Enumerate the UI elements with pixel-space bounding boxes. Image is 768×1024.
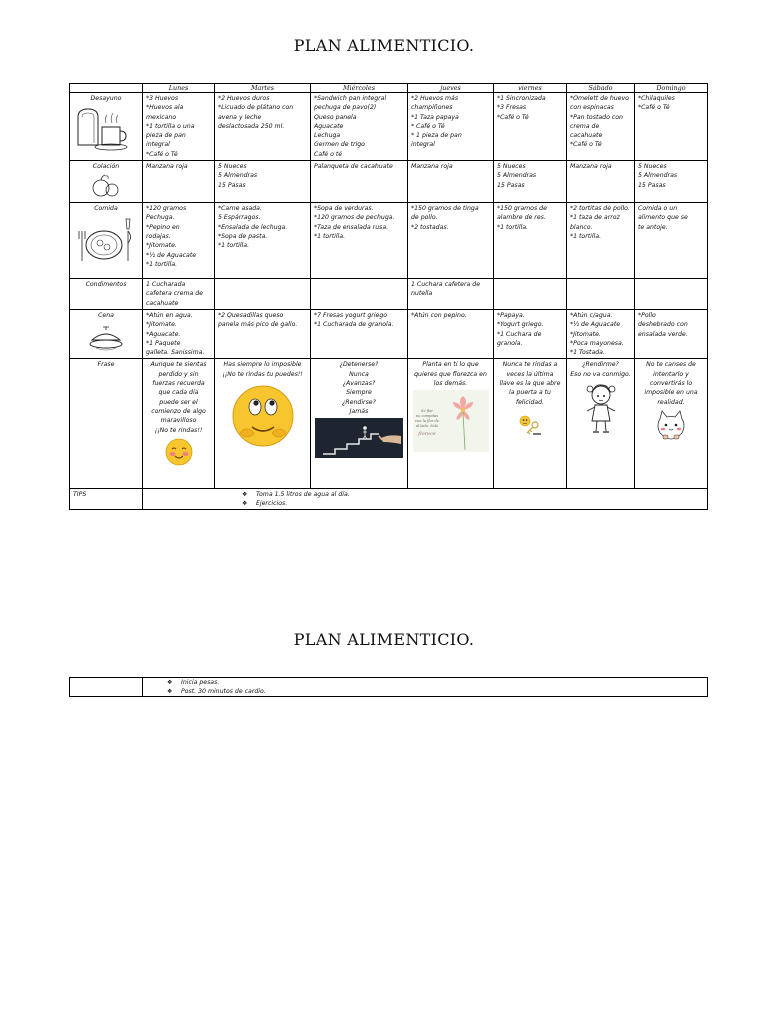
cell-text-line: *Atún c/agua. xyxy=(570,311,613,319)
cell-text-line: *1 Tostada. xyxy=(570,349,605,357)
cell-text-line: Planta en ti lo que xyxy=(422,361,479,369)
cell-text-line: Aunque te sientas xyxy=(150,361,207,369)
tips-item-text: Post. 30 minutos de cardio. xyxy=(181,688,266,695)
tips-item-text: Toma 1.5 litros de agua al día. xyxy=(256,491,350,499)
tips-item-text: Ejercicios. xyxy=(256,500,288,508)
stairs-motivation-image xyxy=(315,418,403,458)
cell-text-line: *Café o Té xyxy=(497,113,529,121)
cell-text-line: 5 Nueces xyxy=(638,163,667,171)
cell-text-line: Siempre xyxy=(346,389,372,397)
cell-text-line: ¿Rendirse? xyxy=(342,398,376,406)
cell-text-line: *Atún con pepino. xyxy=(411,311,467,319)
cell-text-line: 15 Pasas xyxy=(497,181,525,189)
cell-text-line: *120 gramos xyxy=(146,205,187,213)
cell-text-line: * Café o Té xyxy=(411,122,445,130)
cell-desayuno-lunes xyxy=(143,93,215,161)
cell-text-line: ¡¡No te rindas!! xyxy=(154,426,203,434)
cell-text-line: *Atún en agua. xyxy=(146,311,193,319)
cell-text-line: blanco. xyxy=(570,223,593,231)
tips-bottom-list xyxy=(143,678,707,696)
cell-text-line: Lechuga xyxy=(314,132,341,140)
cell-condimentos-viernes xyxy=(494,279,567,310)
cell-text-line: Palanqueta de cacahuate xyxy=(314,163,393,171)
tips-item xyxy=(242,490,704,499)
cell-text-line: llave es la que abre xyxy=(499,380,561,388)
lunch-plate-illustration xyxy=(76,215,136,265)
cell-text-line: integral xyxy=(411,141,435,149)
cell-text-line: *2 Quesadillas queso xyxy=(218,311,284,319)
day-header: Martes xyxy=(215,84,311,93)
cell-text-line: que cada día xyxy=(158,389,199,397)
cell-text-line: *Sandwich pan integral xyxy=(314,95,387,102)
row-frase xyxy=(70,359,708,489)
cell-colacion-miercoles xyxy=(311,161,408,203)
cell-text-line: *Chilaquiles xyxy=(638,95,675,102)
cell-text-line: Jamás xyxy=(349,407,369,415)
cell-text-line: 5 Almendras xyxy=(497,172,537,180)
cell-text-line: mexicano xyxy=(146,113,177,121)
cell-text-line: *1 Paquete xyxy=(146,339,181,347)
cell-text-line: *1 tortilla. xyxy=(146,260,178,268)
cell-text-line: galleta. Sanissima. xyxy=(146,349,205,357)
cell-comida-martes xyxy=(215,203,311,279)
row-colacion xyxy=(70,161,708,203)
cell-text-line: intentarlo y xyxy=(653,370,689,378)
cell-frase-lunes xyxy=(143,359,215,489)
cell-text-line: granola. xyxy=(497,339,523,347)
cell-condimentos-domingo xyxy=(635,279,708,310)
cell-text-line: *2 Huevos más xyxy=(411,95,459,102)
thinking-emoji-icon xyxy=(228,381,298,451)
row-label: Colación xyxy=(92,163,120,171)
cell-text-line: *Pepino en xyxy=(146,223,180,231)
cell-text-line: * 1 pieza de pan xyxy=(411,132,462,140)
cell-text-line: integral xyxy=(146,141,170,149)
flower-quote-image xyxy=(413,390,489,452)
cell-text-line: *1 Sincronizada xyxy=(497,95,546,102)
day-header: jueves xyxy=(408,84,494,93)
cell-colacion-sabado xyxy=(567,161,635,203)
flower-text-line: al lado. Solo xyxy=(415,424,438,429)
cell-text-line: de pollo. xyxy=(411,214,438,222)
cell-colacion-domingo xyxy=(635,161,708,203)
tips-table-bottom xyxy=(69,677,708,697)
cell-cena-sabado xyxy=(567,309,635,358)
cell-text-line: *Aguacate. xyxy=(146,330,181,338)
row-label-colacion xyxy=(70,161,143,203)
day-header: Sábado xyxy=(567,84,635,93)
breakfast-illustration xyxy=(74,105,138,151)
cell-text-line: fuerzas recuerda xyxy=(152,380,205,388)
cell-text-line: *1 Cucharada de granola. xyxy=(314,321,394,329)
row-tips xyxy=(70,489,708,510)
cell-text-line: 5 Nueces xyxy=(218,163,247,171)
cell-text-line: *3 Fresas xyxy=(497,104,527,112)
cell-text-line: quieres que florezca en xyxy=(414,370,487,378)
cell-text-line: Manzana roja xyxy=(146,163,188,171)
cell-text-line: cafetera crema de xyxy=(146,290,203,298)
cell-text-line: *Sopa de verduras. xyxy=(314,205,374,213)
cell-text-line: 1 Cuchara cafetera de xyxy=(411,281,481,289)
page-title-bottom: PLAN ALIMENTICIO. xyxy=(293,630,475,649)
cell-text-line: Queso panela xyxy=(314,113,357,121)
cell-condimentos-martes xyxy=(215,279,311,310)
cell-text-line: *Pollo xyxy=(638,311,656,319)
cell-text-line: crema de xyxy=(570,122,600,130)
cell-text-line: ¿Detenerse? xyxy=(339,361,379,369)
cell-text-line: pechuga de pavo(2) xyxy=(314,104,377,112)
bullet-icon: ❖ xyxy=(167,688,173,695)
cell-text-line: Nunca te rindas a xyxy=(502,361,558,369)
row-label-frase xyxy=(70,359,143,489)
cell-text-line: *1 tortilla o una xyxy=(146,122,195,130)
cell-text-line: *Pan tostado con xyxy=(570,113,623,121)
tips-cell xyxy=(143,489,708,510)
cell-text-line: ¿Rendirme? xyxy=(582,361,619,369)
cell-text-line: *Jitomate. xyxy=(146,242,177,250)
cell-desayuno-jueves xyxy=(408,93,494,161)
cell-text-line: comienzo de algo xyxy=(151,407,206,415)
cell-text-line: *Café o Té xyxy=(638,104,670,112)
page-title-top: PLAN ALIMENTICIO. xyxy=(293,36,475,55)
cell-frase-martes xyxy=(215,359,311,489)
cell-text-line: *Jitomate. xyxy=(570,330,601,338)
tips-item-text: Inicia pesas. xyxy=(181,679,220,686)
cell-text-line: Manzana roja xyxy=(570,163,612,171)
cell-frase-viernes xyxy=(494,359,567,489)
cell-text-line: *Café o Té xyxy=(146,150,178,158)
row-label: Frase xyxy=(97,361,115,369)
cell-text-line: Manzana roja xyxy=(411,163,453,171)
cell-text-line: *Sopa de pasta. xyxy=(218,232,268,240)
day-header: Miércoles xyxy=(311,84,408,93)
row-label: Comida xyxy=(94,205,118,213)
cell-cena-martes xyxy=(215,309,311,358)
cell-text-line: los demás. xyxy=(433,380,468,388)
cell-frase-sabado xyxy=(567,359,635,489)
cell-text-line: *1 tortilla. xyxy=(570,232,602,240)
cell-desayuno-miercoles xyxy=(311,93,408,161)
row-condimentos xyxy=(70,279,708,310)
cell-text-line: imposible en una xyxy=(644,389,698,397)
cell-text-line: Aguacate xyxy=(314,122,344,130)
cell-text-line: alimento que se xyxy=(638,214,688,222)
cell-text-line: 15 Pasas xyxy=(638,181,666,189)
cell-colacion-lunes xyxy=(143,161,215,203)
cell-text-line: Pechuga. xyxy=(146,214,175,222)
cell-text-line: *1 tortilla. xyxy=(497,223,529,231)
cell-text-line: *2 tostadas. xyxy=(411,223,449,231)
day-header: viernes xyxy=(494,84,567,93)
cell-text-line: *Papaya. xyxy=(497,311,525,319)
cell-desayuno-martes xyxy=(215,93,311,161)
cell-text-line: nutella xyxy=(411,290,433,298)
cell-condimentos-sabado xyxy=(567,279,635,310)
cell-text-line: te antoje. xyxy=(638,223,668,231)
cell-text-line: Eso no va conmigo. xyxy=(570,370,631,378)
cell-condimentos-miercoles xyxy=(311,279,408,310)
cell-text-line: 15 Pasas xyxy=(218,181,246,189)
cell-colacion-viernes xyxy=(494,161,567,203)
cell-cena-lunes xyxy=(143,309,215,358)
cell-text-line: No te canses de xyxy=(646,361,696,369)
row-desayuno xyxy=(70,93,708,161)
flower-text-line: con la flor de xyxy=(414,419,439,424)
cell-frase-jueves xyxy=(408,359,494,489)
cell-text-line: deshebrado con xyxy=(638,321,688,329)
cell-text-line: ¿Avanzas? xyxy=(342,380,376,388)
cell-cena-viernes xyxy=(494,309,567,358)
tips-item xyxy=(167,687,707,696)
row-label-condimentos xyxy=(70,279,143,310)
day-header: Domingo xyxy=(635,84,708,93)
cell-text-line: champiñones xyxy=(411,104,453,112)
cell-colacion-martes xyxy=(215,161,311,203)
bullet-icon: ❖ xyxy=(167,679,173,686)
cell-text-line: rodajas. xyxy=(146,232,171,240)
cell-text-line: 5 Nueces xyxy=(497,163,526,171)
cell-text-line: Nunca xyxy=(349,370,369,378)
cell-comida-miercoles xyxy=(311,203,408,279)
cell-text-line: *7 Fresas yogurt griego xyxy=(314,311,388,319)
cell-text-line: *150 gramos de xyxy=(497,205,547,213)
cell-text-line: 5 Espárragos. xyxy=(218,214,261,222)
cell-text-line: *1 Taza papaya xyxy=(411,113,459,121)
meal-plan-table xyxy=(69,83,708,510)
row-label: Cena xyxy=(98,311,114,319)
cell-comida-lunes xyxy=(143,203,215,279)
cell-text-line: *Carne asada. xyxy=(218,205,262,213)
cell-text-line: pieza de pan xyxy=(146,132,186,140)
cell-text-line: cacahuate xyxy=(570,132,603,140)
cell-frase-domingo xyxy=(635,359,708,489)
cell-text-line: *Yogurt griego. xyxy=(497,321,544,329)
cell-text-line: perdido y sin xyxy=(158,370,199,378)
row-cena xyxy=(70,309,708,358)
cell-condimentos-jueves xyxy=(408,279,494,310)
cell-text-line: *120 gramos de pechuga. xyxy=(314,214,395,222)
cell-text-line: *1 tortilla. xyxy=(218,242,250,250)
cell-text-line: alambre de res. xyxy=(497,214,546,222)
cell-text-line: *Poca mayonesa. xyxy=(570,339,624,347)
cell-text-line: *Café o Té xyxy=(570,141,602,149)
cell-text-line: *2 Huevos duros xyxy=(218,95,270,102)
tips-item xyxy=(242,499,704,508)
cell-colacion-jueves xyxy=(408,161,494,203)
cell-comida-sabado xyxy=(567,203,635,279)
cell-text-line: *1 taza de arroz xyxy=(570,214,620,222)
tips-bottom-label xyxy=(70,678,143,697)
cell-text-line: veces la última xyxy=(506,370,554,378)
bullet-icon: ❖ xyxy=(242,500,248,508)
cell-text-line: ¡¡No te rindas tu puedes!! xyxy=(222,370,303,378)
cell-text-line: *1 tortilla. xyxy=(314,232,346,240)
flower-text-line: Sé flor xyxy=(420,409,433,414)
cell-frase-miercoles xyxy=(311,359,408,489)
cell-text-line: 5 Almendras xyxy=(218,172,258,180)
day-header: Lunes xyxy=(143,84,215,93)
cell-text-line: maravilloso xyxy=(160,417,197,425)
cell-desayuno-sabado xyxy=(567,93,635,161)
cell-desayuno-viernes xyxy=(494,93,567,161)
cell-comida-jueves xyxy=(408,203,494,279)
cell-text-line: *Taza de ensalada rusa. xyxy=(314,223,389,231)
row-label: Desayuno xyxy=(90,95,122,102)
cell-text-line: *½ de Aguacate xyxy=(146,251,197,259)
cell-condimentos-lunes xyxy=(143,279,215,310)
tips-item xyxy=(167,678,707,687)
row-label-cena xyxy=(70,309,143,358)
cell-text-line: convertirás lo xyxy=(649,380,693,388)
cell-text-line: Germen de trigo xyxy=(314,141,365,149)
cell-text-line: *150 gramos de tinga xyxy=(411,205,479,213)
tips-list xyxy=(146,490,704,508)
header-row xyxy=(70,84,708,93)
cell-text-line: puede ser el xyxy=(159,398,198,406)
cell-text-line: ensalada verde. xyxy=(638,330,688,338)
cell-cena-domingo xyxy=(635,309,708,358)
cell-text-line: *½ de Aguacate xyxy=(570,321,621,329)
key-smiley-icon xyxy=(515,409,545,439)
cell-text-line: *Omelett de huevo xyxy=(570,95,629,102)
cell-text-line: panela más pico de gallo. xyxy=(218,321,298,329)
cell-text-line: Comida o un xyxy=(638,205,678,213)
cell-comida-viernes xyxy=(494,203,567,279)
cell-text-line: con espinacas xyxy=(570,104,614,112)
cell-text-line: *Ensalada de lechuga. xyxy=(218,223,288,231)
fruit-illustration xyxy=(89,173,123,199)
cell-text-line: la puerta a tu xyxy=(509,389,551,397)
cell-text-line: Café o té xyxy=(314,150,343,158)
tips-bottom-cell xyxy=(143,678,708,697)
flower-text-line: no compitas xyxy=(415,414,438,419)
cell-desayuno-domingo xyxy=(635,93,708,161)
blushing-smile-emoji-icon xyxy=(164,437,194,467)
cell-text-line: *1 Cuchara de xyxy=(497,330,542,338)
row-label-comida xyxy=(70,203,143,279)
cell-text-line: *Jitomate. xyxy=(146,321,177,329)
cell-text-line: realidad. xyxy=(657,398,685,406)
cell-cena-jueves xyxy=(408,309,494,358)
cell-text-line: Has siempre lo imposible xyxy=(223,361,302,369)
cell-text-line: 5 Almendras xyxy=(638,172,678,180)
row-comida xyxy=(70,203,708,279)
cell-text-line: deslactosada 250 ml. xyxy=(218,122,285,130)
cell-text-line: *Huevos ala xyxy=(146,104,184,112)
girl-cartoon-icon xyxy=(583,381,619,437)
row-label: Condimentos xyxy=(85,281,127,289)
cell-text-line: *3 Huevos xyxy=(146,95,179,102)
cell-text-line: felicidad. xyxy=(515,398,545,406)
header-empty xyxy=(70,84,143,93)
tips-bottom-row xyxy=(70,678,708,697)
tips-label: TIPS xyxy=(70,489,143,510)
cell-text-line: avena y leche xyxy=(218,113,262,121)
flower-text-line: florece xyxy=(417,431,436,438)
cell-text-line: *Licuado de plátano con xyxy=(218,104,294,112)
cell-text-line: cacahuate xyxy=(146,299,179,307)
cell-text-line: 1 Cucharada xyxy=(146,281,186,289)
row-label-desayuno xyxy=(70,93,143,161)
cell-text-line: *2 tortitas de pollo. xyxy=(570,205,630,213)
cell-comida-domingo xyxy=(635,203,708,279)
cell-cena-miercoles xyxy=(311,309,408,358)
cute-cat-icon xyxy=(654,409,688,441)
dinner-illustration xyxy=(86,322,126,352)
bullet-icon: ❖ xyxy=(242,491,248,499)
